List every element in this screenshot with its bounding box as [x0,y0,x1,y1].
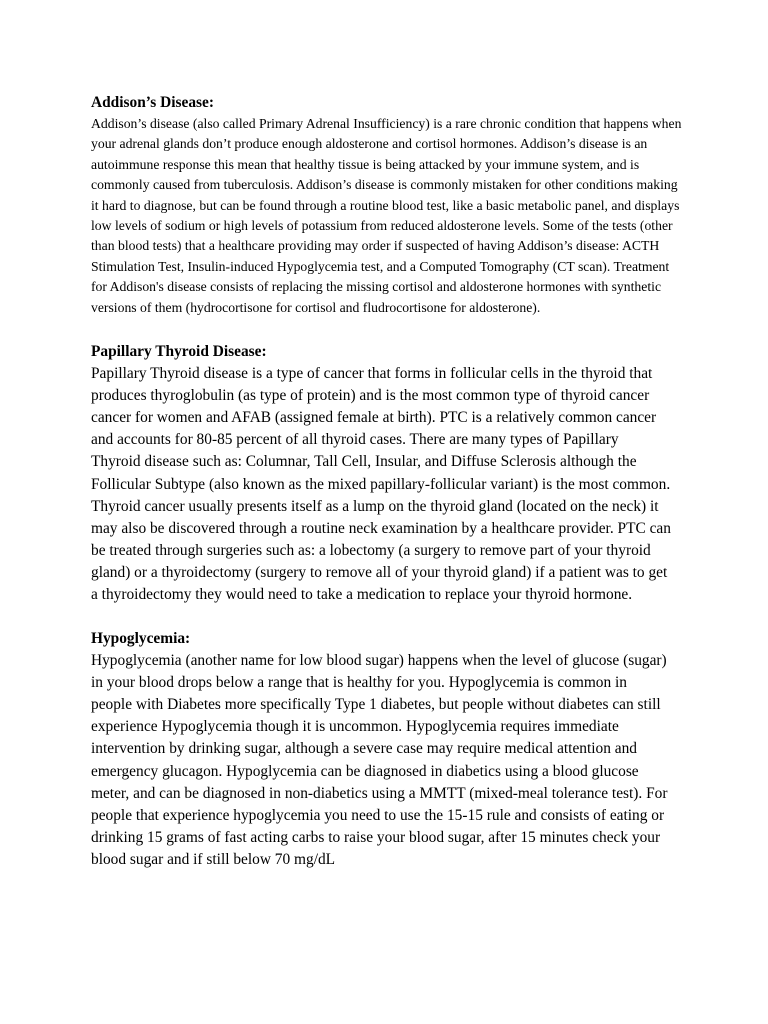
section-heading: Papillary Thyroid Disease: [91,343,267,361]
section-hypoglycemia [91,628,691,871]
section-body: Hypoglycemia (another name for low blood sugar) happens when the level of glucose (sugar) in your blood drops below a range that is healthy for you. Hypoglycemia is common in people with Diabetes more specifically Type 1 diabetes, but people without diabetes can still experience Hypoglycemia though it is uncommon. Hypoglycemia requires immediate intervention by drinking sugar, although a severe case may require medical attention and emergency glucagon. Hypoglycemia can be diagnosed in diabetics using a blood glucose meter, and can be diagnosed in non-diabetics using a MMTT (mixed-meal tolerance test). For people that experience hypoglycemia you need to use the 15-15 rule and consists of eating or drinking 15 grams of fast acting carbs to raise your blood sugar, after 15 minutes check your blood sugar and if still below 70 mg/dL [91,652,668,868]
section-body: Addison’s disease (also called Primary Adrenal Insufficiency) is a rare chronic condition that happens when your adrenal glands don’t produce enough aldosterone and cortisol hormones. Addison’s disease is an autoimmune response this mean that healthy tissue is being attacked by your immune system, and is commonly caused from tuberculosis. Addison’s disease is commonly mistaken for other conditions making it hard to diagnose, but can be found through a routine blood test, like a basic metabolic panel, and displays low levels of sodium or high levels of potassium from reduced aldosterone levels. Some of the tests (other than blood tests) that a healthcare providing may order if suspected of having Addison’s disease: ACTH Stimulation Test, Insulin-induced Hypoglycemia test, and a Computed Tomography (CT scan). Treatment for Addison's disease consists of replacing the missing cortisol and aldosterone hormones with synthetic versions of them (hydrocortisone for cortisol and fludrocortisone for aldosterone). [91,116,682,315]
section-addisons-disease [91,92,691,318]
document-page [91,92,691,871]
section-heading: Hypoglycemia: [91,630,191,648]
section-heading: Addison’s Disease: [91,94,214,111]
section-body: Papillary Thyroid disease is a type of cancer that forms in follicular cells in the thyroid that produces thyroglobulin (as type of protein) and is the most common type of thyroid cancer cancer for women and AFAB (assigned female at birth). PTC is a relatively common cancer and accounts for 80-85 percent of all thyroid cases. There are many types of Papillary Thyroid disease such as: Columnar, Tall Cell, Insular, and Diffuse Sclerosis although the Follicular Subtype (also known as the mixed papillary-follicular variant) is the most common. Thyroid cancer usually presents itself as a lump on the thyroid gland (located on the neck) it may also be discovered through a routine neck examination by a healthcare provider. PTC can be treated through surgeries such as: a lobectomy (a surgery to remove part of your thyroid gland) or a thyroidectomy (surgery to remove all of your thyroid gland) if a patient was to get a thyroidectomy they would need to take a medication to replace your thyroid hormone. [91,365,671,603]
section-papillary-thyroid-disease [91,341,691,606]
